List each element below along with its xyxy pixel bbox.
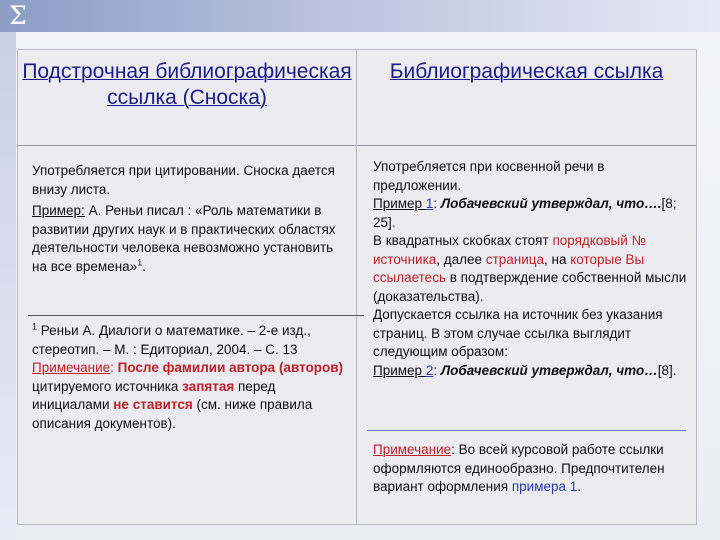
right-ex1-number: 1 <box>425 196 434 211</box>
right-ex1-colon: : <box>433 196 441 211</box>
top-banner <box>0 0 720 32</box>
left-note-label: Примечание <box>32 360 111 375</box>
right-title-text: Библиографическая ссылка <box>389 60 664 83</box>
right-sq-red-number: порядковый № источника <box>373 233 647 267</box>
left-note <box>32 359 350 433</box>
right-sq-red-page: страница <box>485 251 544 267</box>
left-example <box>32 202 350 276</box>
left-body <box>32 162 350 276</box>
right-ex2-quote: Лобачевский утверждал, что… <box>440 362 658 378</box>
footnote-citation: Реньи А. Диалоги о математике. – 2-е изд., стереотип. – М. : Едиториал, 2004. – С. 13 <box>32 323 311 357</box>
right-sq-text-2: , далее <box>436 251 486 267</box>
right-sq-text-3: , на <box>544 251 571 267</box>
right-example-1 <box>373 195 690 232</box>
right-note-end: . <box>577 479 582 494</box>
right-sq-text-1: В квадратных скобках стоят <box>373 233 553 248</box>
comparison-table <box>17 49 697 525</box>
footnote-mark: 1 <box>32 321 38 332</box>
right-note-separator <box>367 430 686 431</box>
right-allow-text: Допускается ссылка на источник без указания страниц. В этом случае ссылка выглядит следующим образом: <box>373 307 663 359</box>
right-ex1-label: Пример <box>373 196 426 211</box>
left-note-colon: : <box>110 360 118 375</box>
left-footnote-separator <box>28 315 364 316</box>
right-sq-red-refer: которые Вы ссылаетесь <box>373 251 645 285</box>
left-example-quote: А. Реньи писал : «Роль математики в развитии других наук и в практических областях деятельности человека невозможно установить на все времена» <box>32 203 336 274</box>
right-column <box>357 50 696 524</box>
right-example-2 <box>373 362 690 381</box>
left-title-text: Подстрочная библиографическая ссылка (Сноска) <box>22 60 352 109</box>
left-footnote-text <box>32 322 350 359</box>
left-example-sup: 1 <box>137 257 143 267</box>
left-example-end: . <box>142 258 146 274</box>
right-note-text <box>373 441 690 497</box>
right-note <box>373 441 690 497</box>
right-body <box>373 158 690 380</box>
right-note-body: : Во всей курсовой работе ссылки оформляются единообразно. Предпочтителен вариант оформления <box>373 442 665 494</box>
sigma-logo-icon: Σ <box>9 1 27 30</box>
right-usage-text: Употребляется при косвенной речи в предложении. <box>373 159 605 193</box>
right-ex2-colon: : <box>433 362 441 378</box>
right-note-variant: примера 1 <box>511 479 578 494</box>
left-note-text-1: цитируемого источника <box>32 378 183 394</box>
left-note-text-2: перед инициалами <box>32 378 276 412</box>
right-ex1-quote: Лобачевский утверждал, что…. <box>440 196 662 211</box>
right-column-title <box>357 50 696 146</box>
left-decor-strip <box>0 32 16 540</box>
left-note-bold-not: не ставится <box>113 397 193 412</box>
right-note-label: Примечание <box>373 442 452 457</box>
left-footnote <box>32 322 350 433</box>
left-note-text-3: (см. ниже правила описания документов). <box>32 397 313 431</box>
left-note-bold-author: После фамилии автора (авторов) <box>117 360 344 375</box>
right-brackets-explain <box>373 232 690 306</box>
left-example-label: Пример: <box>32 203 85 218</box>
left-column <box>18 50 357 524</box>
right-ex1-ref: [8; 25]. <box>373 196 677 230</box>
left-note-bold-comma: запятая <box>182 378 235 394</box>
right-sq-text-4: в подтверждение собственной мысли (доказательства). <box>373 270 687 304</box>
right-ex2-number: 2 <box>425 362 434 378</box>
left-usage-text: Употребляется при цитировании. Сноска дается внизу листа. <box>32 163 335 197</box>
right-ex2-ref: [8]. <box>657 362 677 378</box>
left-column-title <box>18 50 356 146</box>
right-ex2-label: Пример <box>373 362 426 378</box>
